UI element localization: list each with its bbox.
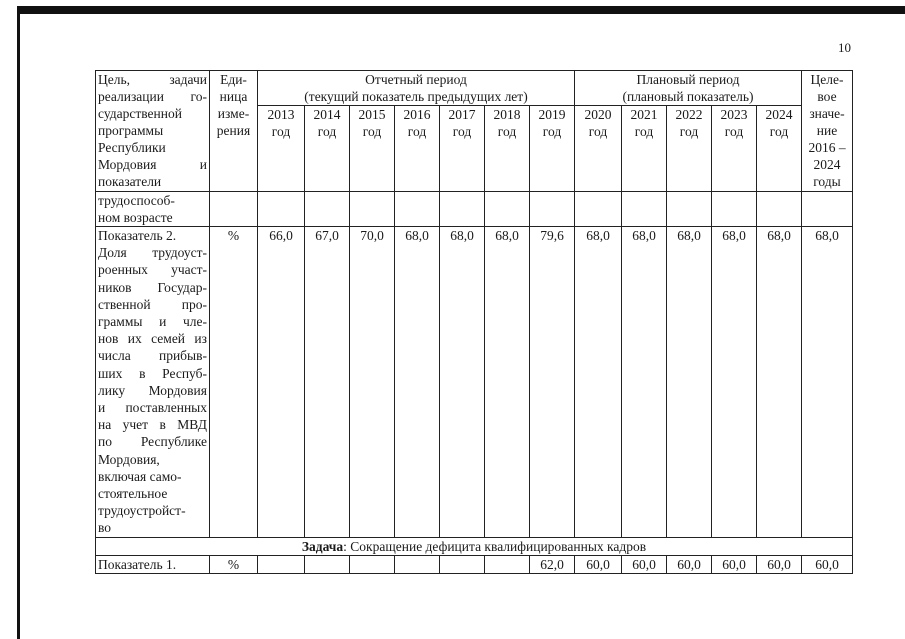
empty-cell — [712, 192, 757, 227]
year-header-cell — [622, 106, 667, 192]
indicator-2-value: 67,0 — [305, 227, 350, 538]
reporting-period-title: Отчетный период — [365, 72, 467, 87]
indicator-2-line: включая само- — [98, 468, 182, 484]
indicator-2-target: 68,0 — [802, 227, 853, 538]
empty-cell — [395, 192, 440, 227]
year-number: 2022 — [675, 107, 703, 122]
indicator-2-value: 68,0 — [757, 227, 802, 538]
indicator-1-value: 60,0 — [575, 556, 622, 574]
indicator-2-line: Показатель 2. — [98, 228, 177, 243]
indicator-1-row — [96, 556, 853, 574]
empty-cell — [258, 192, 305, 227]
indicator-2-description — [96, 227, 210, 538]
continuation-line: трудоспособ- — [98, 193, 175, 208]
indicator-2-line: на учет в МВД — [98, 417, 207, 433]
page-number: 10 — [838, 40, 851, 55]
year-number: 2020 — [584, 107, 612, 122]
continuation-line: ном возрасте — [98, 210, 173, 225]
indicator-2-line: ших в Респуб- — [98, 365, 207, 381]
year-number: 2023 — [720, 107, 748, 122]
year-label: год — [362, 124, 382, 140]
indicator-2-value: 68,0 — [712, 227, 757, 538]
task-text: : Сокращение дефицита квалифицированных кадров — [343, 539, 647, 554]
empty-cell — [350, 192, 395, 227]
unit-header-line: Еди- — [220, 72, 247, 87]
scan-top-border — [17, 6, 905, 14]
year-label: год — [588, 124, 608, 140]
indicator-2-value: 66,0 — [258, 227, 305, 538]
empty-cell — [530, 192, 575, 227]
continuation-row — [96, 192, 853, 227]
year-label: год — [317, 124, 337, 140]
target-header-line: вое — [817, 89, 837, 104]
year-label: год — [634, 124, 654, 140]
empty-cell — [802, 192, 853, 227]
year-label: год — [271, 124, 291, 140]
indicator-2-line: ников Государ- — [98, 279, 207, 295]
empty-cell — [210, 192, 258, 227]
goal-header-line: реализации го- — [98, 89, 207, 104]
year-label: год — [407, 124, 427, 140]
indicator-2-line: роенных участ- — [98, 262, 207, 278]
year-number: 2018 — [493, 107, 521, 122]
unit-header-line: ница — [219, 89, 248, 104]
goal-header-line: программы — [98, 123, 164, 138]
unit-header-line: рения — [216, 123, 251, 138]
indicator-2-line: и поставленных — [98, 400, 207, 416]
indicator-1-value — [395, 556, 440, 574]
year-label: год — [497, 124, 517, 140]
target-header-line: 2016 – — [808, 140, 846, 155]
goal-header-line: Цель, задачи — [98, 72, 207, 87]
indicator-1-value: 60,0 — [667, 556, 712, 574]
year-label: год — [452, 124, 472, 140]
year-number: 2024 — [765, 107, 793, 122]
task-label: Задача — [301, 539, 344, 554]
indicator-2-line: Мордовия, — [98, 451, 160, 467]
year-header-cell — [440, 106, 485, 192]
empty-cell — [575, 192, 622, 227]
target-header-line: 2024 — [813, 157, 841, 172]
indicator-2-line: во — [98, 520, 112, 536]
empty-cell — [305, 192, 350, 227]
target-header-line: годы — [813, 174, 841, 189]
indicator-1-value: 62,0 — [530, 556, 575, 574]
indicator-1-value: 60,0 — [712, 556, 757, 574]
indicator-1-value: 60,0 — [622, 556, 667, 574]
indicator-2-line: нов их семей из — [98, 331, 207, 347]
year-header-cell — [485, 106, 530, 192]
unit-header-cell — [210, 71, 258, 192]
year-number: 2013 — [267, 107, 295, 122]
indicator-2-value: 68,0 — [667, 227, 712, 538]
indicator-2-line: лику Мордовия — [98, 382, 207, 398]
year-header-cell — [350, 106, 395, 192]
year-header-cell — [757, 106, 802, 192]
planned-period-subtitle: (плановый показатель) — [622, 89, 754, 104]
year-number: 2019 — [538, 107, 566, 122]
goal-header-line: показатели — [98, 174, 162, 189]
year-number: 2015 — [358, 107, 386, 122]
indicator-2-value: 68,0 — [575, 227, 622, 538]
year-header-cell — [712, 106, 757, 192]
indicator-2-unit: % — [210, 227, 258, 538]
indicator-2-value: 79,6 — [530, 227, 575, 538]
empty-cell — [485, 192, 530, 227]
task-row — [96, 538, 853, 556]
target-header-line: значе- — [809, 106, 845, 121]
indicator-2-line: стоятельное — [98, 486, 168, 502]
year-header-cell — [667, 106, 712, 192]
year-number: 2021 — [630, 107, 658, 122]
target-header-cell — [802, 71, 853, 192]
year-number: 2014 — [313, 107, 341, 122]
scan-left-border — [17, 6, 20, 639]
indicator-2-line: по Республике — [98, 434, 207, 450]
indicator-2-value: 68,0 — [440, 227, 485, 538]
year-number: 2016 — [403, 107, 431, 122]
target-header-line: ние — [816, 123, 838, 138]
indicator-2-row — [96, 227, 853, 538]
year-header-cell — [530, 106, 575, 192]
indicator-2-value: 70,0 — [350, 227, 395, 538]
goal-header-line: Мордовия и — [98, 157, 207, 172]
target-header-line: Целе- — [810, 72, 844, 87]
indicator-2-value: 68,0 — [395, 227, 440, 538]
empty-cell — [757, 192, 802, 227]
empty-cell — [440, 192, 485, 227]
goal-header-cell — [96, 71, 210, 192]
indicator-1-unit: % — [210, 556, 258, 574]
indicator-2-value: 68,0 — [485, 227, 530, 538]
indicator-2-line: числа прибыв- — [98, 348, 207, 364]
year-header-cell — [575, 106, 622, 192]
year-label: год — [679, 124, 699, 140]
continuation-cell — [96, 192, 210, 227]
unit-header-line: изме- — [217, 106, 250, 121]
indicator-2-line: Доля трудоуст- — [98, 245, 207, 261]
indicator-1-target: 60,0 — [802, 556, 853, 574]
indicator-2-line: ственной про- — [98, 296, 207, 312]
year-label: год — [724, 124, 744, 140]
goal-header-line: сударственной — [98, 106, 182, 121]
header-row-1 — [96, 71, 853, 106]
goal-header-line: Республики — [98, 140, 166, 155]
year-number: 2017 — [448, 107, 476, 122]
reporting-period-header — [258, 71, 575, 106]
year-label: год — [542, 124, 562, 140]
indicator-2-line: трудоустройст- — [98, 503, 186, 519]
planned-period-header — [575, 71, 802, 106]
indicator-1-value: 60,0 — [757, 556, 802, 574]
planned-period-title: Плановый период — [636, 72, 740, 87]
year-label: год — [769, 124, 789, 140]
task-cell — [96, 538, 853, 556]
indicator-2-line: граммы и чле- — [98, 314, 207, 330]
year-header-cell — [395, 106, 440, 192]
reporting-period-subtitle: (текущий показатель предыдущих лет) — [304, 89, 528, 104]
indicator-1-value — [485, 556, 530, 574]
indicator-1-value — [350, 556, 395, 574]
empty-cell — [622, 192, 667, 227]
indicator-1-value — [305, 556, 350, 574]
indicator-1-value — [258, 556, 305, 574]
empty-cell — [667, 192, 712, 227]
indicator-table — [95, 70, 853, 574]
indicator-1-value — [440, 556, 485, 574]
year-header-cell — [258, 106, 305, 192]
indicator-2-value: 68,0 — [622, 227, 667, 538]
year-header-cell — [305, 106, 350, 192]
indicator-1-name: Показатель 1. — [96, 556, 210, 574]
